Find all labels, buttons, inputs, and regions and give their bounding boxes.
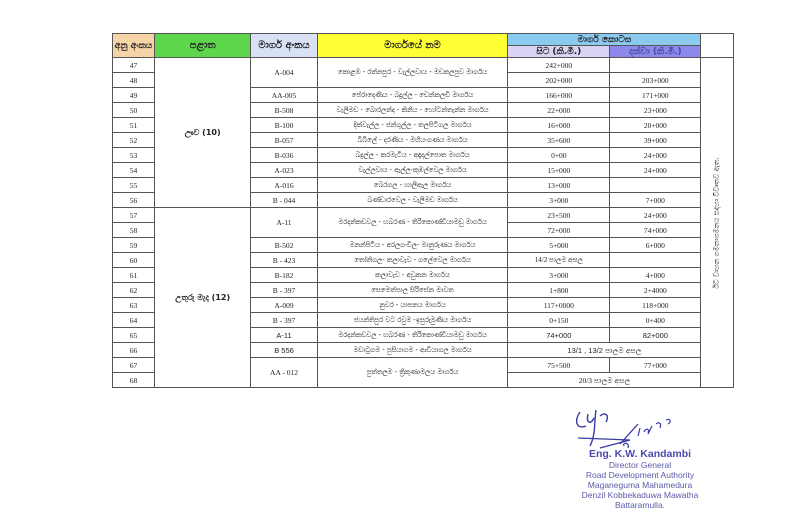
row-no: 63: [113, 298, 155, 313]
to-km: 82+000: [610, 328, 701, 343]
from-km: 0+150: [508, 313, 610, 328]
row-no: 51: [113, 118, 155, 133]
road-code: A-023: [251, 163, 317, 178]
road-code: B - 397: [251, 283, 317, 298]
row-no: 48: [113, 73, 155, 88]
row-no: 47: [113, 58, 155, 73]
signatory-name: Eng. K.W. Kandambi: [588, 448, 692, 460]
road-code: A-016: [251, 178, 317, 193]
to-km: 24+000: [610, 163, 701, 178]
road-code: B - 044: [251, 193, 317, 208]
header-road-code: මාර්ග අංකය: [251, 34, 317, 58]
row-no: 61: [113, 268, 155, 283]
from-km: 166+000: [508, 88, 610, 103]
road-name: බෙරගල - හාලිඇල මාර්ගය: [317, 178, 508, 193]
row-no: 53: [113, 148, 155, 163]
to-km: 24+000: [610, 148, 701, 163]
road-code: B 556: [251, 343, 317, 358]
header-remark: [701, 34, 734, 58]
road-code: A-11: [251, 328, 317, 343]
signatory-address-1: Maganeguma Mahamedura: [587, 480, 693, 490]
to-km: 2+4000: [610, 283, 701, 298]
to-km: 118+000: [610, 298, 701, 313]
road-code: B - 397: [251, 313, 317, 328]
road-code: A-11: [251, 208, 317, 238]
row-no: 66: [113, 343, 155, 358]
province-cell: ඌව (10): [154, 58, 251, 208]
road-name: සෙමෙත්පාල සිරිසේන මාවත: [317, 283, 508, 298]
to-km: 24+000: [610, 208, 701, 223]
road-name: බිබිලේ - දරණිය - මහියංගණය මාර්ගය: [317, 133, 508, 148]
row-no: 68: [113, 373, 155, 388]
remark-cell: [701, 58, 734, 388]
to-km: [610, 178, 701, 193]
from-km: 202+000: [508, 73, 610, 88]
signatory-address-2: Denzil Kobbekaduwa Mawatha: [581, 490, 699, 500]
row-no: 57: [113, 208, 155, 223]
road-code: B-036: [251, 148, 317, 163]
row-no: 54: [113, 163, 155, 178]
from-km: 23+500: [508, 208, 610, 223]
signatory-title: Director General: [608, 460, 672, 470]
from-km: 13+000: [508, 178, 610, 193]
row-no: 59: [113, 238, 155, 253]
road-name: බණ්ඩාරවෙල - වැලිමඩ මාර්ගය: [317, 193, 508, 208]
row-no: 52: [113, 133, 155, 148]
road-code: AA - 012: [251, 358, 317, 388]
road-code: B-508: [251, 103, 317, 118]
signature-block: [545, 448, 735, 510]
from-km: 75+500: [508, 358, 610, 373]
section-span: 13/1 , 13/2 පාලම අසල: [508, 343, 701, 358]
row-no: 55: [113, 178, 155, 193]
signatory-org: Road Development Authority: [585, 470, 695, 480]
from-km: 242+000: [508, 58, 610, 73]
to-km: 77+000: [610, 358, 701, 373]
from-km: 35+600: [508, 133, 610, 148]
row-no: 49: [113, 88, 155, 103]
to-km: 6+000: [610, 238, 701, 253]
row-no: 65: [113, 328, 155, 343]
to-km: 74+000: [610, 223, 701, 238]
road-code: A-004: [251, 58, 317, 88]
to-km: 20+000: [610, 118, 701, 133]
road-name: බදුල්ල - කරමැටිය - අඳෑදල්පොත මාර්ගය: [317, 148, 508, 163]
row-no: 67: [113, 358, 155, 373]
from-km: 72+000: [508, 223, 610, 238]
road-name: මරදන්කඩවල - හබරණ - තිරිකොණ්ඩියාමඩු මාර්ගය: [317, 208, 508, 238]
road-code: B - 423: [251, 253, 317, 268]
road-name: මරදන්කඩවල - හබරණ - තිරිකොණ්ඩියාමඩු මාර්ගය: [317, 328, 508, 343]
road-name: නුවර - යාපනය මාර්ගය: [317, 298, 508, 313]
row-no: 56: [113, 193, 155, 208]
road-code: B-100: [251, 118, 317, 133]
header-no: අනු අංකය: [113, 34, 155, 58]
road-name: මනන්පිටිය - අරලගංවිල- මානුරුණය මාර්ගය: [317, 238, 508, 253]
to-km: 7+000: [610, 193, 701, 208]
row-no: 64: [113, 313, 155, 328]
to-km: 0+400: [610, 313, 701, 328]
to-km: 4+000: [610, 268, 701, 283]
remark-text: ඊට වාහන ගමනාගමනය සඳහා විවෘතව ඇත.: [712, 156, 721, 289]
from-km: 15+000: [508, 163, 610, 178]
road-name: පුත්තලම - ත්‍රිකුණාමලය මාර්ගය: [317, 358, 508, 388]
to-km: 23+000: [610, 103, 701, 118]
header-section: මාර්ග කොටස: [508, 34, 701, 46]
road-code: AA-005: [251, 88, 317, 103]
header-province: පළාත: [154, 34, 251, 58]
from-km: 1+800: [508, 283, 610, 298]
from-km: 5+000: [508, 238, 610, 253]
section-span: 20/3 පාලම අසල: [508, 373, 701, 388]
handwritten-signature: [560, 402, 740, 452]
road-name: වැල්ලවාය - ඇල්ල-කුඹල්වෙල මාර්ගය: [317, 163, 508, 178]
road-name: කලාවැව - අවුකන මාර්ගය: [317, 268, 508, 283]
road-name: වැලිමඩ - බොරලන්ද - කිනිය - හෝටන්තැන්න මාර්ගය: [317, 103, 508, 118]
from-km: 14/2 පාලම අසල: [508, 253, 610, 268]
table-row: [113, 208, 734, 223]
road-name: පේරාදෙණිය - බදුල්ල - චෙන්කලඩි මාර්ගය: [317, 88, 508, 103]
road-code: A-009: [251, 298, 317, 313]
to-km: 39+000: [610, 133, 701, 148]
from-km: 22+000: [508, 103, 610, 118]
from-km: 74+000: [508, 328, 610, 343]
row-no: 62: [113, 283, 155, 298]
road-name: දික්වැල්ල - ජන්ගුල්ල - තලපිටිගල මාර්ගය: [317, 118, 508, 133]
row-no: 50: [113, 103, 155, 118]
from-km: 117+0000: [508, 298, 610, 313]
road-name: ජයන්තිපුර වට රවුම -ඉසුරුමුණිය මාර්ගය: [317, 313, 508, 328]
signatory-address-3: Battaramulla.: [614, 500, 666, 510]
to-km: 171+000: [610, 88, 701, 103]
from-km: 3+000: [508, 193, 610, 208]
to-km: [610, 253, 701, 268]
road-code: B-057: [251, 133, 317, 148]
road-code: B-502: [251, 238, 317, 253]
row-no: 60: [113, 253, 155, 268]
road-code: B-182: [251, 268, 317, 283]
to-km: 203+000: [610, 73, 701, 88]
road-name: කොළඹ - රත්නපුර - වැල්ලවාය - මඩකලපුව මාර්ගය: [317, 58, 508, 88]
from-km: 3+000: [508, 268, 610, 283]
row-no: 58: [113, 223, 155, 238]
road-closure-table: [112, 33, 734, 388]
from-km: 0+00: [508, 148, 610, 163]
road-name: මඩාටුගම - පුසියාගම - ආඩියාගල මාර්ගය: [317, 343, 508, 358]
road-name: තෝනිගල- කලාවැව - ගලේවෙල මාර්ගය: [317, 253, 508, 268]
to-km: [610, 58, 701, 73]
header-to: දක්වා (කි.මී.): [610, 46, 701, 58]
from-km: 16+000: [508, 118, 610, 133]
header-road-name: මාර්ගයේ නම: [317, 34, 508, 58]
table-row: [113, 58, 734, 73]
province-cell: උතුරු මැද (12): [154, 208, 251, 388]
header-from: සිට (කි.මී.): [508, 46, 610, 58]
